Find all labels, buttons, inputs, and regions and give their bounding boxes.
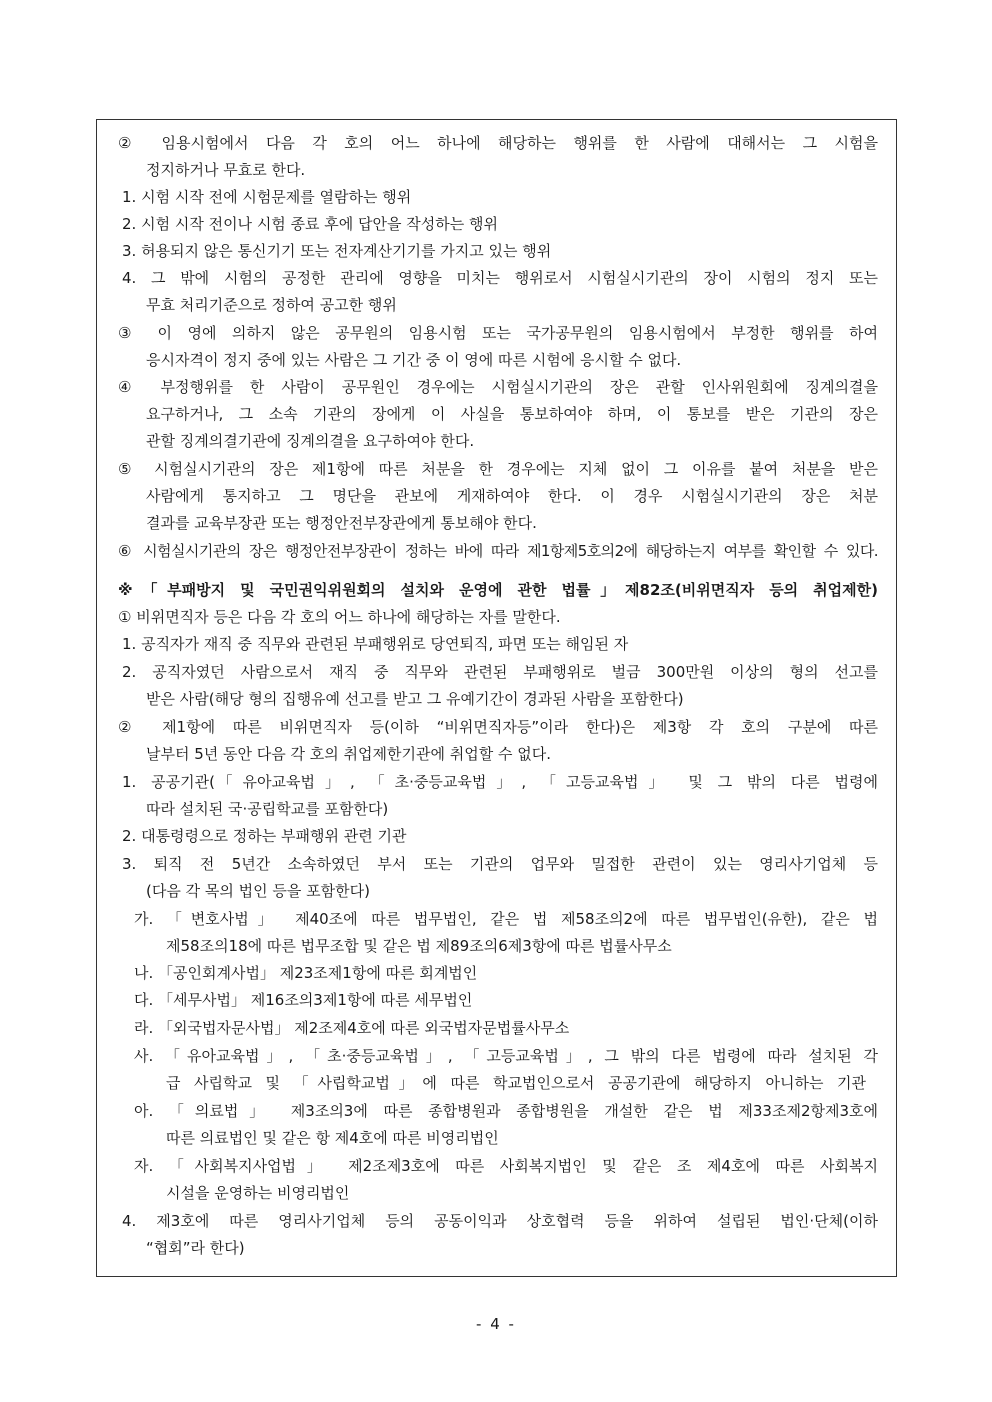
paragraph-4-line-2: 요구하거나, 그 소속 기관의 장에게 이 사실을 통보하여야 하며, 이 통보를 받은 기관의 장은	[146, 405, 878, 423]
law-item-1: 1. 공직자가 재직 중 직무와 관련된 부패행위로 당연퇴직, 파면 또는 해임된 자	[122, 635, 629, 653]
restricted-item-4-line-2: “협회”라 한다)	[146, 1239, 245, 1257]
sub-item-a-line-1: 아. 「의료법」 제3조의3에 따른 종합병원과 종합병원을 개설한 같은 법 제33조제2항제3호에	[134, 1102, 878, 1120]
sub-item-ra: 라. 「외국법자문사법」 제2조제4호에 따른 외국법자문법률사무소	[134, 1019, 570, 1037]
paragraph-4-line-1: ④ 부정행위를 한 사람이 공무원인 경우에는 시험실시기관의 장은 관할 인사위원회에 징계의결을	[118, 378, 878, 396]
item-4-line-2: 무효 처리기준으로 정하여 공고한 행위	[146, 296, 397, 314]
sub-item-da: 다. 「세무사법」 제16조의3제1항에 따른 세무법인	[134, 991, 473, 1009]
sub-item-ja-line-1: 자. 「사회복지사업법」 제2조제3호에 따른 사회복지법인 및 같은 조 제4호에 따른 사회복지	[134, 1157, 878, 1175]
law-item-2-line-2: 받은 사람(해당 형의 집행유예 선고를 받고 그 유예기간이 경과된 사람을 포함한다)	[146, 690, 684, 708]
law-paragraph-1: ① 비위면직자 등은 다음 각 호의 어느 하나에 해당하는 자를 말한다.	[118, 608, 561, 626]
paragraph-2-line-2: 정지하거나 무효로 한다.	[146, 161, 306, 179]
restricted-item-4-line-1: 4. 제3호에 따른 영리사기업체 등의 공동이익과 상호협력 등을 위하여 설립된 법인·단체(이하	[122, 1212, 878, 1230]
paragraph-2-line-1: ② 임용시험에서 다음 각 호의 어느 하나에 해당하는 행위를 한 사람에 대해서는 그 시험을	[118, 134, 878, 152]
restricted-item-3-line-1: 3. 퇴직 전 5년간 소속하였던 부서 또는 기관의 업무와 밀접한 관련이 있는 영리사기업체 등	[122, 855, 878, 873]
item-3: 3. 허용되지 않은 통신기기 또는 전자계산기기를 가지고 있는 행위	[122, 242, 552, 260]
restricted-item-1-line-2: 따라 설치된 국·공립학교를 포함한다)	[146, 800, 389, 818]
sub-item-ga-line-2: 제58조의18에 따른 법무조합 및 같은 법 제89조의6제3항에 따른 법률사무소	[166, 937, 672, 955]
restricted-item-1-line-1: 1. 공공기관(「유아교육법」, 「초·중등교육법」, 「고등교육법」 및 그 밖의 다른 법령에	[122, 773, 878, 791]
law-item-2-line-1: 2. 공직자였던 사람으로서 재직 중 직무와 관련된 부패행위로 벌금 300만원 이상의 형의 선고를	[122, 663, 878, 681]
paragraph-5-line-1: ⑤ 시험실시기관의 장은 제1항에 따른 처분을 한 경우에는 지체 없이 그 이유를 붙여 처분을 받은	[118, 460, 878, 478]
paragraph-3-line-2: 응시자격이 정지 중에 있는 사람은 그 기간 중 이 영에 따른 시험에 응시할 수 없다.	[146, 351, 682, 369]
sub-item-a-line-2: 따른 의료법인 및 같은 항 제4호에 따른 비영리법인	[166, 1129, 499, 1147]
sub-item-ga-line-1: 가. 「변호사법」 제40조에 따른 법무법인, 같은 법 제58조의2에 따른 법무법인(유한), 같은 법	[134, 910, 878, 928]
paragraph-4-line-3: 관할 징계의결기관에 징계의결을 요구하여야 한다.	[146, 432, 475, 450]
paragraph-3-line-1: ③ 이 영에 의하지 않은 공무원의 임용시험 또는 국가공무원의 임용시험에서 부정한 행위를 하여	[118, 324, 878, 342]
item-4-line-1: 4. 그 밖에 시험의 공정한 관리에 영향을 미치는 행위로서 시험실시기관의 장이 시험의 정지 또는	[122, 269, 878, 287]
sub-item-sa-line-1: 사. 「유아교육법」, 「초·중등교육법」, 「고등교육법」, 그 밖의 다른 법령에 따라 설치된 각	[134, 1047, 878, 1065]
item-1: 1. 시험 시작 전에 시험문제를 열람하는 행위	[122, 188, 412, 206]
restricted-item-2: 2. 대통령령으로 정하는 부패행위 관련 기관	[122, 827, 407, 845]
restricted-item-3-line-2: (다음 각 목의 법인 등을 포함한다)	[146, 882, 370, 900]
sub-item-ja-line-2: 시설을 운영하는 비영리법인	[166, 1184, 350, 1202]
paragraph-5-line-3: 결과를 교육부장관 또는 행정안전부장관에게 통보해야 한다.	[146, 514, 537, 532]
law-heading: ※「부패방지 및 국민권익위원회의 설치와 운영에 관한 법률」제82조(비위면직자 등의 취업제한)	[118, 581, 878, 599]
law-paragraph-2-line-1: ② 제1항에 따른 비위면직자 등(이하 “비위면직자등”이라 한다)은 제3항 각 호의 구분에 따른	[118, 718, 878, 736]
sub-item-sa-line-2: 급 사립학교 및 「사립학교법」에 따른 학교법인으로서 공공기관에 해당하지 아니하는 기관	[166, 1074, 866, 1092]
sub-item-na: 나. 「공인회계사법」 제23조제1항에 따른 회계법인	[134, 964, 478, 982]
item-2: 2. 시험 시작 전이나 시험 종료 후에 답안을 작성하는 행위	[122, 215, 499, 233]
paragraph-5-line-2: 사람에게 통지하고 그 명단을 관보에 게재하여야 한다. 이 경우 시험실시기관의 장은 처분	[146, 487, 878, 505]
page-number: - 4 -	[476, 1315, 516, 1333]
paragraph-6: ⑥ 시험실시기관의 장은 행정안전부장관이 정하는 바에 따라 제1항제5호의2에 해당하는지 여부를 확인할 수 있다.	[118, 542, 878, 560]
law-paragraph-2-line-2: 날부터 5년 동안 다음 각 호의 취업제한기관에 취업할 수 없다.	[146, 745, 551, 763]
